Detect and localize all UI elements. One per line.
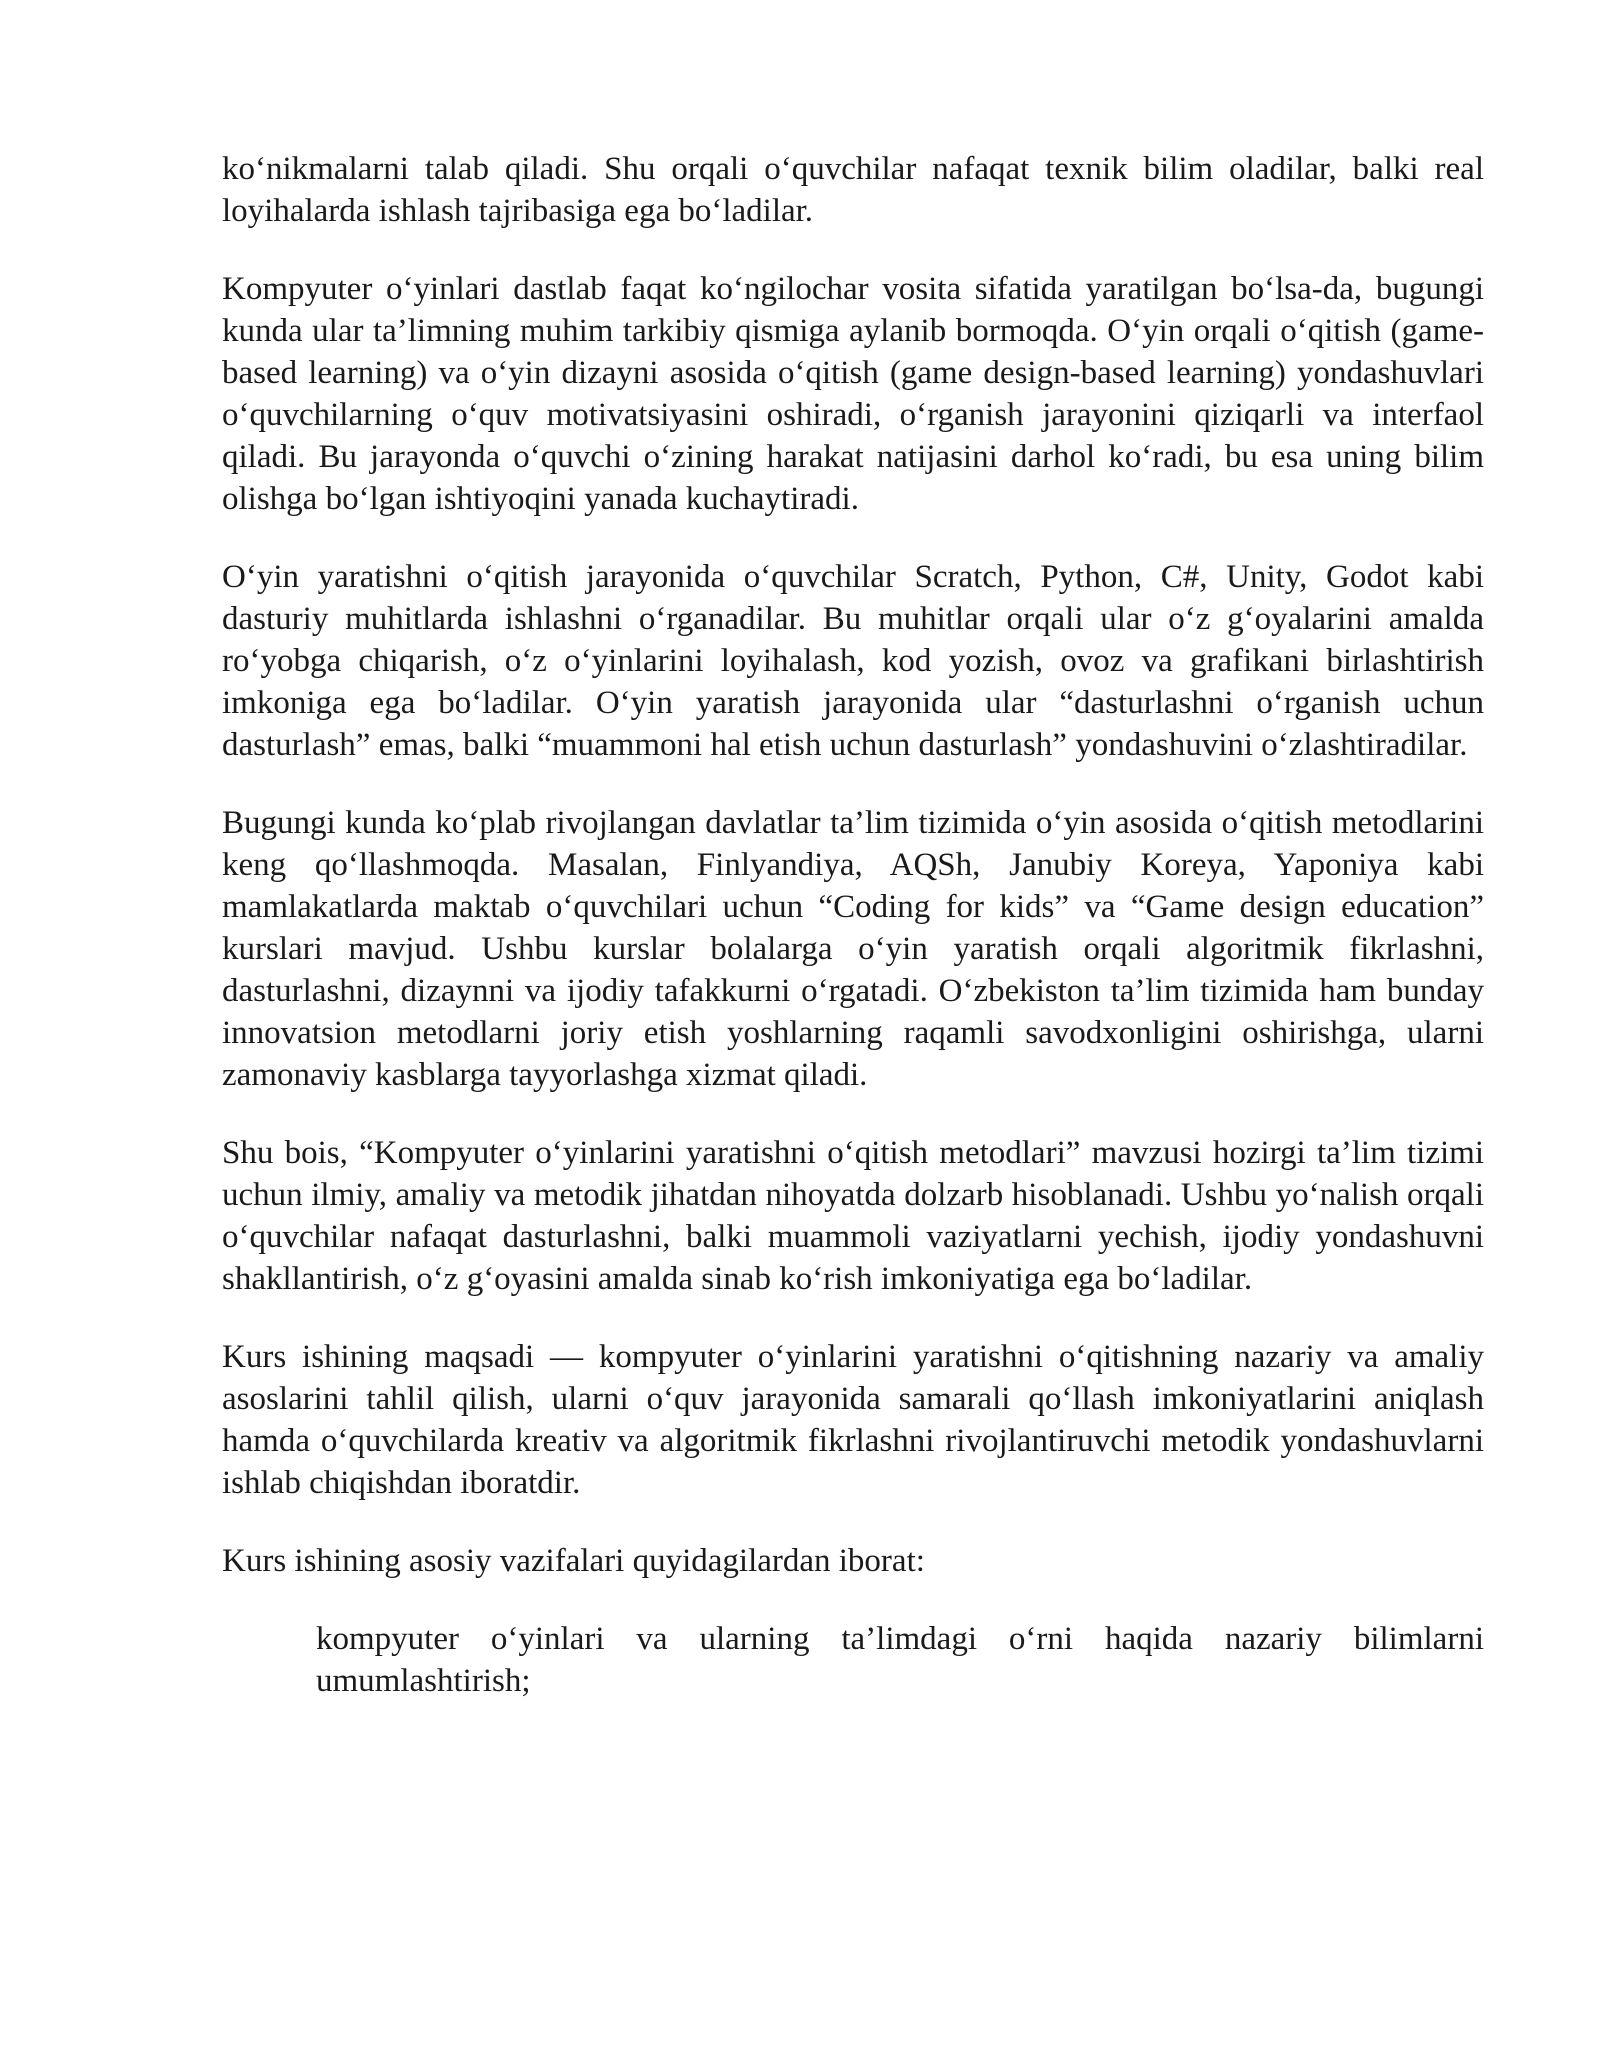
- document-body: [222, 148, 1484, 1702]
- paragraph-programming-environments: O‘yin yaratishni o‘qitish jarayonida o‘quvchilar Scratch, Python, C#, Unity, Godot kabi dasturiy muhitlarda ishlashni o‘rganadilar. Bu muhitlar orqali ular o‘z g‘oyalarini amalda ro‘yobga chiqarish, o‘z o‘yinlarini loyihalash, kod yozish, ovoz va grafikani birlashtirish imkoniga ega bo‘ladilar. O‘yin yaratish jarayonida ular “dasturlashni o‘rganish uchun dasturlash” emas, balki “muammoni hal etish uchun dasturlash” yondashuvini o‘zlashtiradilar.: [222, 559, 1484, 763]
- paragraph-continuation: ko‘nikmalarni talab qiladi. Shu orqali o‘quvchilar nafaqat texnik bilim oladilar, balki real loyihalarda ishlash tajribasiga ega bo‘ladilar.: [222, 151, 1484, 229]
- paragraph-international-experience: Bugungi kunda ko‘plab rivojlangan davlatlar ta’lim tizimida o‘yin asosida o‘qitish metodlarini keng qo‘llashmoqda. Masalan, Finlyandiya, AQSh, Janubiy Koreya, Yaponiya kabi mamlakatlarda maktab o‘quvchilari uchun “Coding for kids” va “Game design education” kurslari mavjud. Ushbu kurslar bolalarga o‘yin yaratish orqali algoritmik fikrlashni, dasturlashni, dizaynni va ijodiy tafakkurni o‘rgatadi. O‘zbekiston ta’lim tizimida ham bunday innovatsion metodlarni joriy etish yoshlarning raqamli savodxonligini oshirishga, ularni zamonaviy kasblarga tayyorlashga xizmat qiladi.: [222, 805, 1484, 1093]
- tasks-list: [316, 1618, 1484, 1702]
- paragraph-tasks-intro: Kurs ishining asosiy vazifalari quyidagilardan iborat:: [222, 1543, 925, 1579]
- paragraph-game-based-learning: Kompyuter o‘yinlari dastlab faqat ko‘ngilochar vosita sifatida yaratilgan bo‘lsa-da, bugungi kunda ular ta’limning muhim tarkibiy qismiga aylanib bormoqda. O‘yin orqali o‘qitish (game-based learning) va o‘yin dizayni asosida o‘qitish (game design-based learning) yondashuvlari o‘quvchilarning o‘quv motivatsiyasini oshiradi, o‘rganish jarayonini qiziqarli va interfaol qiladi. Bu jarayonda o‘quvchi o‘zining harakat natijasini darhol ko‘radi, bu esa uning bilim olishga bo‘lgan ishtiyoqini yanada kuchaytiradi.: [222, 271, 1484, 517]
- paragraph-course-goal: Kurs ishining maqsadi — kompyuter o‘yinlarini yaratishni o‘qitishning nazariy va amaliy asoslarini tahlil qilish, ularni o‘quv jarayonida samarali qo‘llash imkoniyatlarini aniqlash hamda o‘quvchilarda kreativ va algoritmik fikrlashni rivojlantiruvchi metodik yondashuvlarni ishlab chiqishdan iboratdir.: [222, 1339, 1484, 1501]
- paragraph-relevance: Shu bois, “Kompyuter o‘yinlarini yaratishni o‘qitish metodlari” mavzusi hozirgi ta’lim tizimi uchun ilmiy, amaliy va metodik jihatdan nihoyatda dolzarb hisoblanadi. Ushbu yo‘nalish orqali o‘quvchilar nafaqat dasturlashni, balki muammoli vaziyatlarni yechish, ijodiy yondashuvni shakllantirish, o‘z g‘oyasini amalda sinab ko‘rish imkoniyatiga ega bo‘ladilar.: [222, 1135, 1484, 1297]
- list-item: kompyuter o‘yinlari va ularning ta’limdagi o‘rni haqida nazariy bilimlarni umumlashtirish;: [316, 1621, 1484, 1699]
